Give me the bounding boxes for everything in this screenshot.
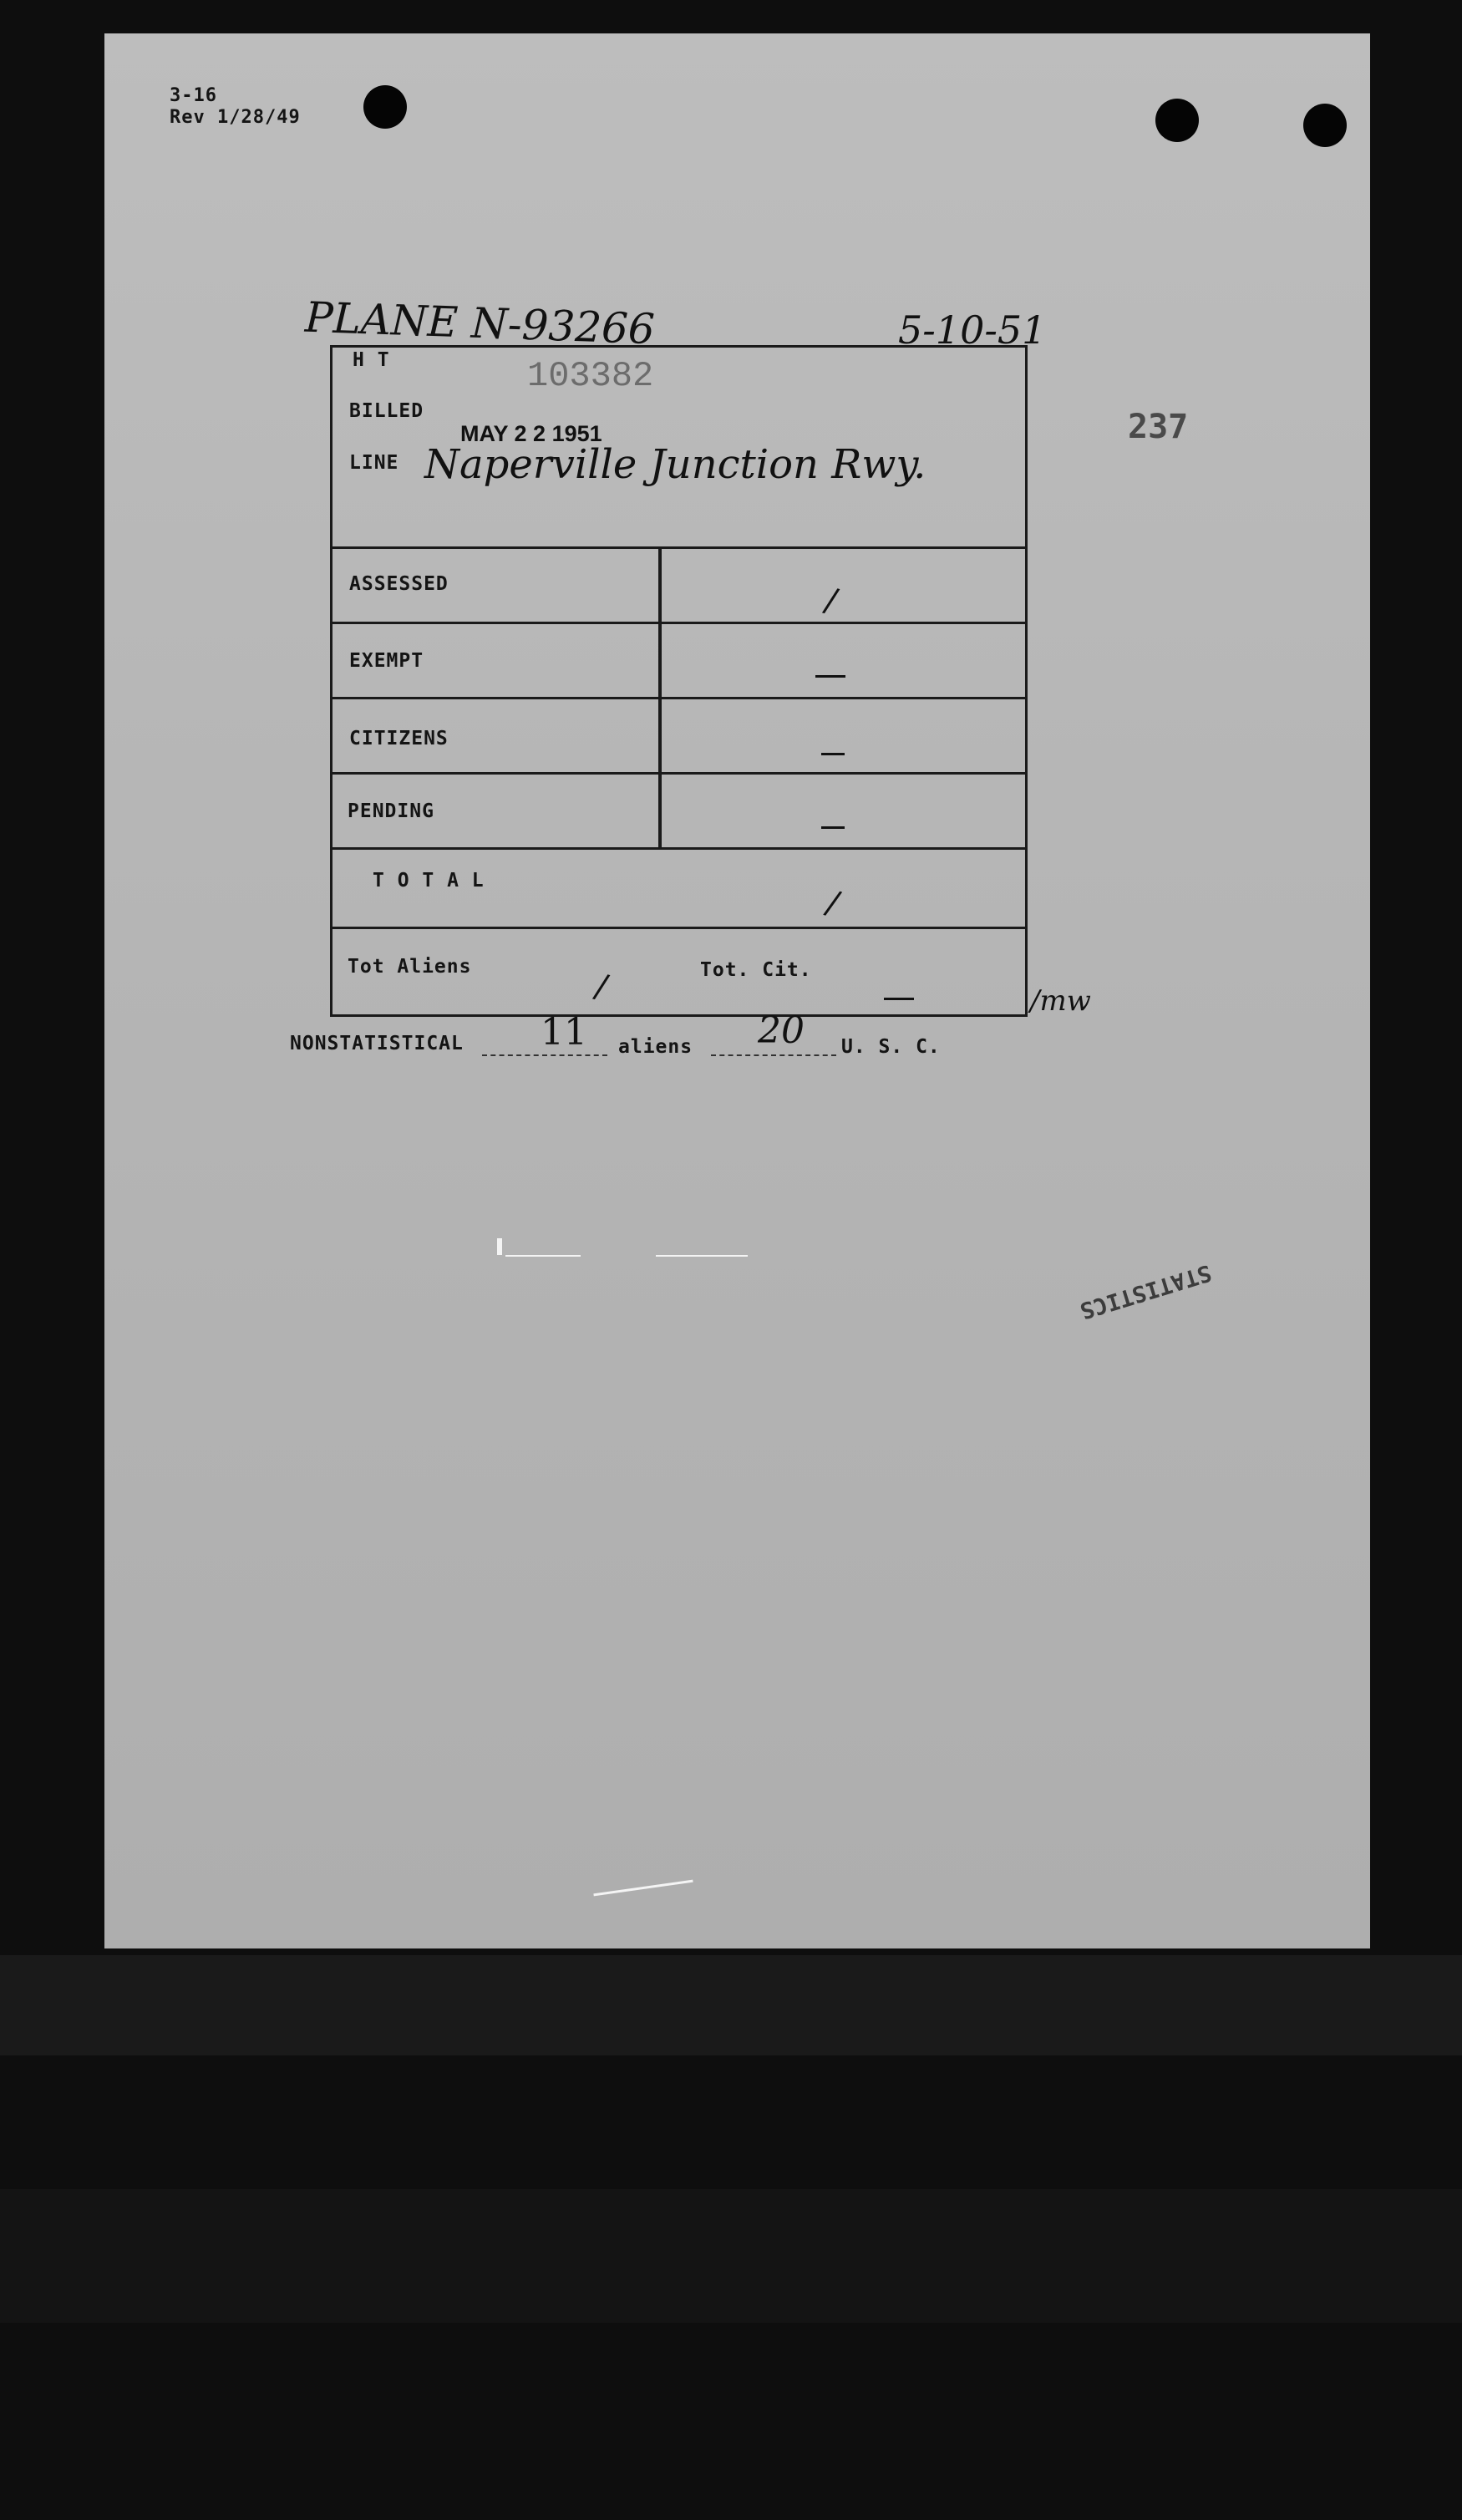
tot-cit-label: Tot. Cit. (700, 959, 812, 981)
document-page (104, 33, 1370, 1948)
punch-hole (363, 85, 407, 129)
pending-dash (821, 826, 845, 829)
handwritten-date: 5-10-51 (898, 307, 1047, 353)
assessed-label: ASSESSED (349, 573, 449, 595)
nonstat-usc-line (711, 1053, 836, 1056)
entry-form-box (330, 345, 1028, 1017)
form-revision: Rev 1/28/49 (170, 107, 301, 128)
nonstat-usc-value: 20 (758, 1009, 805, 1052)
row-divider (333, 622, 1025, 624)
form-number: 3-16 (170, 85, 217, 106)
row-divider (333, 772, 1025, 775)
paper-speck (656, 1255, 748, 1257)
row-divider (333, 697, 1025, 699)
billed-date-stamp: MAY 2 2 1951 (460, 421, 602, 446)
paper-speck (593, 1880, 693, 1897)
tot-cit-dash (884, 998, 914, 1000)
punch-hole (1155, 99, 1199, 142)
line-label: LINE (349, 452, 399, 474)
usc-label: U. S. C. (841, 1036, 941, 1058)
column-divider (658, 546, 662, 847)
row-divider (333, 927, 1025, 929)
total-label: T O T A L (373, 870, 485, 892)
aliens-label: aliens (618, 1036, 693, 1058)
row-divider (333, 847, 1025, 850)
exempt-label: EXEMPT (349, 650, 424, 672)
nonstatistical-label: NONSTATISTICAL (290, 1033, 464, 1054)
ht-label: H T (353, 349, 390, 371)
billed-label: BILLED (349, 400, 424, 422)
tot-aliens-label: Tot Aliens (348, 956, 472, 978)
handwritten-plane-number: PLANE N-93266 (304, 292, 656, 354)
punch-hole (1303, 104, 1347, 147)
scan-background-band (0, 2189, 1462, 2323)
statistics-stamp: STATISTICS (1077, 1258, 1215, 1324)
pending-label: PENDING (348, 800, 434, 822)
tot-aliens-value: / (591, 967, 612, 1007)
paper-speck (497, 1238, 502, 1255)
paper-speck (505, 1255, 581, 1257)
line-handwritten: Naperville Junction Rwy. (424, 441, 926, 488)
row-divider (333, 546, 1025, 549)
total-value: / (821, 883, 845, 923)
exempt-dash (815, 675, 845, 678)
citizens-dash (821, 753, 845, 755)
initials: /mw (1030, 984, 1091, 1018)
stamped-number: 103382 (527, 356, 654, 396)
assessed-value: / (820, 581, 842, 621)
page-number: 237 (1128, 408, 1189, 446)
citizens-label: CITIZENS (349, 728, 449, 749)
nonstat-aliens-value: 11 (541, 1011, 587, 1054)
scan-background-band (0, 1955, 1462, 2055)
